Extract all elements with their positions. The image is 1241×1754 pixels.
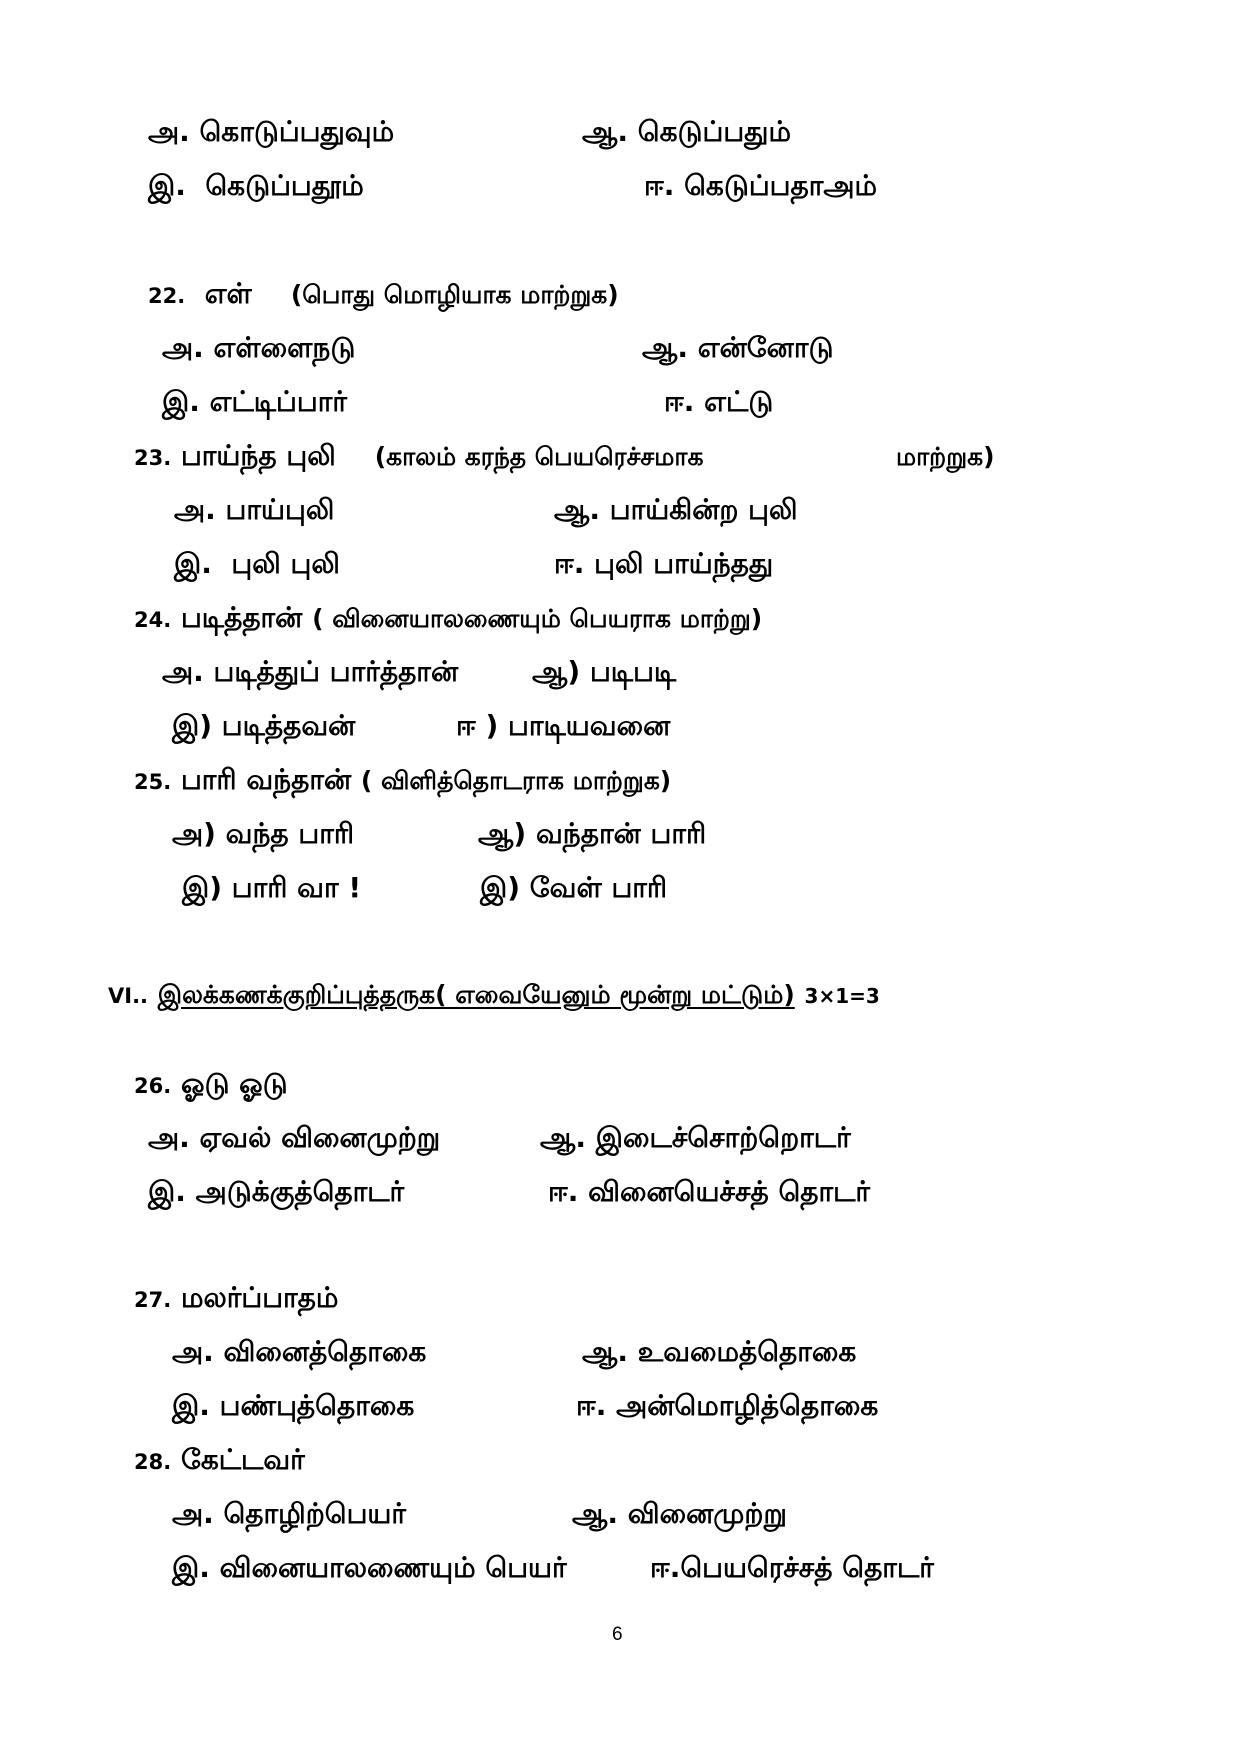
question-24: 24. படித்தான் ( வினையாலணையும் பெயராக மாற்று) [134, 601, 763, 634]
section-heading: VI.. இலக்கணக்குறிப்புத்தருக( எவையேனும் மூன்று மட்டும்) 3×1=3 [108, 980, 880, 1009]
option-i: இ. வினையாலணையும் பெயர் [172, 1551, 567, 1584]
option-i: இ. அடுக்குத்தொடர் [148, 1175, 405, 1208]
option-aa: ஆ) வந்தான் பாரி [478, 817, 707, 850]
option-ii: ஈ. எட்டு [664, 385, 774, 418]
option-a: அ. தொழிற்பெயர் [172, 1497, 407, 1530]
option-aa: ஆ. வினைமுற்று [572, 1497, 787, 1530]
option-a: அ. கொடுப்பதுவும் [148, 115, 395, 148]
option-i: இ. புலி புலி [174, 547, 340, 580]
option-i: இ) பாரி வா ! [182, 871, 362, 904]
question-25: 25. பாரி வந்தான் ( விளித்தொடராக மாற்றுக) [134, 763, 672, 796]
option-a: அ) வந்த பாரி [172, 817, 355, 850]
option-a: அ. எள்ளைநடு [162, 331, 356, 364]
question-27: 27. மலர்ப்பாதம் [134, 1281, 339, 1314]
question-23: 23. பாய்ந்த புலி (காலம் கரந்த பெயரெச்சமாக [134, 439, 704, 472]
question-22: 22. எள் (பொது மொழியாக மாற்றுக) [148, 277, 619, 310]
option-ii: ஈ ) பாடியவனை [456, 709, 671, 742]
option-aa: ஆ. கெடுப்பதும் [582, 115, 791, 148]
option-ii: இ) வேள் பாரி [480, 871, 668, 904]
option-aa: ஆ. இடைச்சொற்றொடர் [540, 1121, 851, 1154]
option-ii: ஈ. அன்மொழித்தொகை [576, 1389, 879, 1422]
option-i: இ. எட்டிப்பார் [162, 385, 347, 418]
option-i: இ) படித்தவன் [172, 709, 356, 742]
option-aa: ஆ. பாய்கின்ற புலி [554, 493, 798, 526]
option-ii: ஈ. வினையெச்சத் தொடர் [548, 1175, 871, 1208]
page-number: 6 [612, 1624, 623, 1645]
option-ii: ஈ. கெடுப்பதாஅம் [644, 169, 878, 202]
question-23-instruction-end: மாற்றுக) [896, 442, 995, 471]
option-i: இ. கெடுப்பதூம் [148, 169, 364, 202]
option-a: அ. வினைத்தொகை [172, 1335, 427, 1368]
option-ii: ஈ.பெயரெச்சத் தொடர் [650, 1551, 934, 1584]
option-aa: ஆ. உவமைத்தொகை [582, 1335, 857, 1368]
question-26: 26. ஓடு ஓடு [134, 1067, 288, 1100]
option-aa: ஆ) படிபடி [532, 655, 677, 688]
option-i: இ. பண்புத்தொகை [172, 1389, 415, 1422]
question-28: 28. கேட்டவர் [134, 1443, 305, 1476]
option-aa: ஆ. என்னோடு [642, 331, 834, 364]
option-ii: ஈ. புலி பாய்ந்தது [554, 547, 774, 580]
option-a: அ. ஏவல் வினைமுற்று [148, 1121, 441, 1154]
option-a: அ. பாய்புலி [174, 493, 335, 526]
option-a: அ. படித்துப் பார்த்தான் [162, 655, 459, 688]
